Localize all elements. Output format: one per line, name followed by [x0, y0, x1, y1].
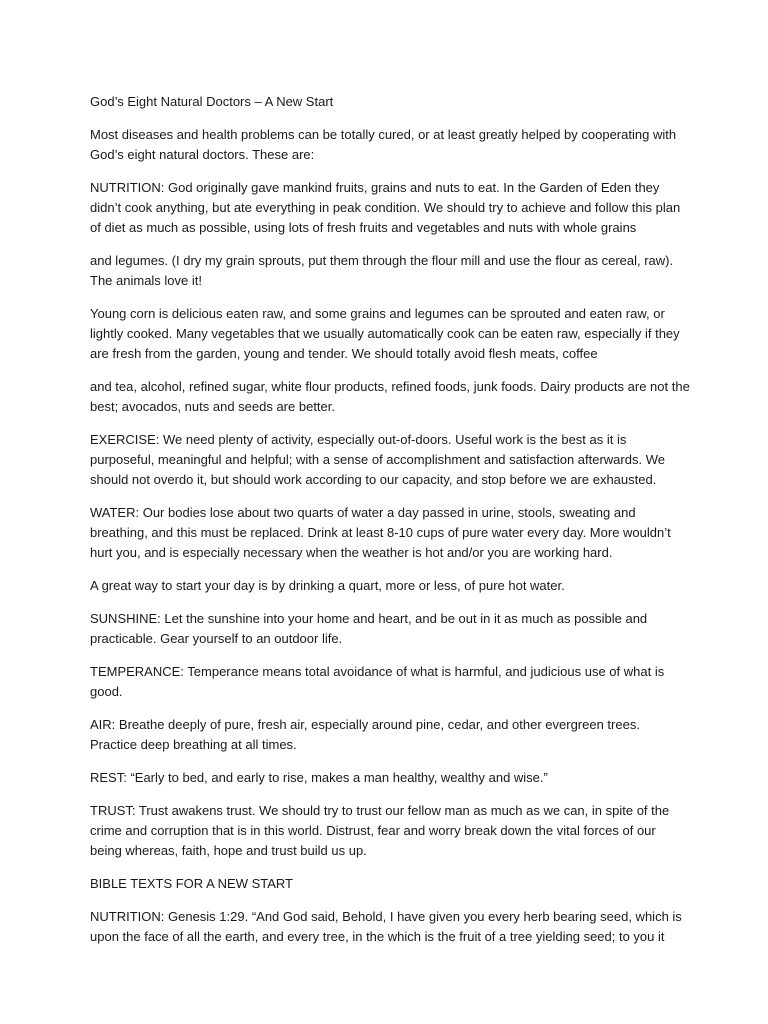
section-heading-bible-texts: BIBLE TEXTS FOR A NEW START: [90, 876, 293, 891]
paragraph-temperance: TEMPERANCE: Temperance means total avoidance of what is harmful, and judicious use of what is good.: [90, 664, 665, 699]
paragraph-nutrition: NUTRITION: God originally gave mankind fruits, grains and nuts to eat. In the Garden of Eden they didn’t cook anything, but ate everything in peak condition. We should try to achieve and follow this plan of diet as much as possible, using lots of fresh fruits and vegetables and nuts with whole grains: [90, 180, 681, 235]
paragraph-rest: REST: “Early to bed, and early to rise, makes a man healthy, wealthy and wise.”: [90, 770, 548, 785]
paragraph-bible-nutrition: NUTRITION: Genesis 1:29. “And God said, Behold, I have given you every herb bearing seed, which is upon the face of all the earth, and every tree, in the which is the fruit of a tree yielding seed; to you it: [90, 909, 682, 944]
paragraph-sunshine: SUNSHINE: Let the sunshine into your home and heart, and be out in it as much as possible and practicable. Gear yourself to an outdoor life.: [90, 611, 648, 646]
document-page: [90, 92, 690, 960]
paragraph-trust: TRUST: Trust awakens trust. We should try to trust our fellow man as much as we can, in spite of the crime and corruption that is in this world. Distrust, fear and worry break down the vital forces of our being whereas, faith, hope and trust build us up.: [90, 803, 670, 858]
document-title: God’s Eight Natural Doctors – A New Start: [90, 94, 334, 109]
paragraph-air: AIR: Breathe deeply of pure, fresh air, especially around pine, cedar, and other evergreen trees. Practice deep breathing at all times.: [90, 717, 640, 752]
paragraph-intro: Most diseases and health problems can be totally cured, or at least greatly helped by cooperating with God’s eight natural doctors. These are:: [90, 127, 677, 162]
paragraph-avoid-foods: and tea, alcohol, refined sugar, white flour products, refined foods, junk foods. Dairy products are not the best; avocados, nuts and seeds are better.: [90, 379, 690, 414]
paragraph-water: WATER: Our bodies lose about two quarts of water a day passed in urine, stools, sweating and breathing, and this must be replaced. Drink at least 8-10 cups of pure water every day. More wouldn’t hurt you, and is especially necessary when the weather is hot and/or you are working hard.: [90, 505, 671, 560]
paragraph-nutrition-cont: and legumes. (I dry my grain sprouts, put them through the flour mill and use the flour as cereal, raw). The animals love it!: [90, 253, 674, 288]
paragraph-young-corn: Young corn is delicious eaten raw, and some grains and legumes can be sprouted and eaten raw, or lightly cooked. Many vegetables that we usually automatically cook can be eaten raw, especially if they are fresh from the garden, young and tender. We should totally avoid flesh meats, coffee: [90, 306, 680, 361]
paragraph-hot-water: A great way to start your day is by drinking a quart, more or less, of pure hot water.: [90, 578, 565, 593]
paragraph-exercise: EXERCISE: We need plenty of activity, especially out-of-doors. Useful work is the best as it is purposeful, meaningful and helpful; with a sense of accomplishment and satisfaction afterwards. We should not overdo it, but should work according to our capacity, and stop before we are exhausted.: [90, 432, 665, 487]
